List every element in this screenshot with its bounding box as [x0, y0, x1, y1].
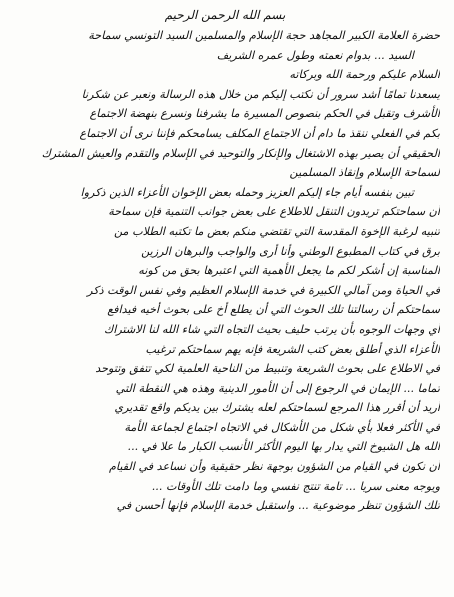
letter-line: أن نكون في القيام من الشؤون بوجهة نظر حقيقية وأن نساعد في القيام [109, 460, 440, 474]
letter-line: برق في كتاب المطبوع الوطني وأنا أرى والواجب والبرهان الرزين [141, 244, 440, 258]
letter-line: المناسبة إن أشكر لكم ما يجعل الأهمية التي اعتبرها بحق من كونه [138, 264, 440, 278]
letter-line: تبين بنفسه أيام جاء إليكم العزيز وحمله بعض الإخوان الأعزاء الذين ذكروا [80, 185, 414, 199]
letter-line: ويوجه معنى سريا ... تامة تنتج نفسي وما دامت تلك الأوقات ... [151, 479, 440, 493]
letter-line: السلام عليكم ورحمة الله وبركاته [289, 68, 440, 82]
letter-line: بكم في الفعلي ننقذ ما دام أن الاجتماع المكلف يسامحكم فإننا نرى أن الاجتماع [79, 126, 440, 140]
letter-line: في الحياة ومن آمالي الكبيرة في خدمة الإسلام العظيم وفي نفس الوقت ذكر [87, 283, 440, 297]
letter-line: الأعزاء الذي أطلق بعض كتب الشريعة فإنه يهم سماحتكم ترغيب [145, 342, 440, 356]
letter-line: الأشرف وتقبل في الحكم بنصوص المسيرة ما يشرفنا ونسرع بنهضة الاجتماع [89, 107, 440, 121]
letter-line: الله هل الشيوخ التي يدار بها اليوم الأكثر الأنسب الكبار ما علا في ... [127, 440, 440, 454]
letter-line: الحقيقي أن يصير بهذه الاشتغال والإنكار والتوحيد في الإسلام والتقدم والعيش المشترك [41, 146, 440, 160]
letter-line: تلك الشؤون تنظر موضوعية ... واستقبل خدمة الإسلام فإنها أحسن في [116, 499, 440, 513]
letter-line: أن سماحتكم تريدون التنقل للاطلاع على بعض جوانب التنمية فإن سماحة [108, 205, 440, 219]
letter-line: أي وجهات الوجوه بأن يرتب حليف بحيث التجاه التي شاء الله لنا الاشتراك [103, 322, 440, 336]
letter-line: في الاطلاع على بحوث الشريعة وتنبيط من الناحية العلمية لكي تتفق وتتوحد [95, 362, 440, 376]
letter-line: السيد ... بدوام نعمته وطول عمره الشريف [216, 48, 414, 62]
letter-heading: بسم الله الرحمن الرحيم [164, 8, 286, 22]
letter-line: لسماحة الإسلام وإنقاذ المسلمين [289, 166, 440, 180]
letter-line: يسعدنا تمامًا أشد سرور أن نكتب إليكم من خلال هذه الرسالة ونعبر عن شكرنا [81, 87, 440, 101]
letter-line: تماما ... الإيمان في الرجوع إلى أن الأمور الدينية وهذه هي النقطة التي [115, 381, 440, 395]
letter-line: أريد أن أقرر هذا المرجع لسماحتكم لعله يشترك بين يديكم واقع تقديري [114, 401, 440, 415]
letter-line: سماحتكم أن رسالتنا تلك الحوث التي أن يطلع أخ على بحوث أخيه فيدافع [107, 303, 440, 317]
letter-line: في الأكثر فعلا بأي شكل من الأشكال في الاتجاه اجتماع لجماعة الأمة [124, 420, 440, 434]
letter-line: تنبيه لرغبة الإخوة المقدسة التي تقتضي منكم بعض ما تكتبه الطلاب من [114, 224, 440, 238]
letter-line: حضرة العلامة الكبير المجاهد حجة الإسلام والمسلمين السيد التونسي سماحة [88, 29, 440, 42]
